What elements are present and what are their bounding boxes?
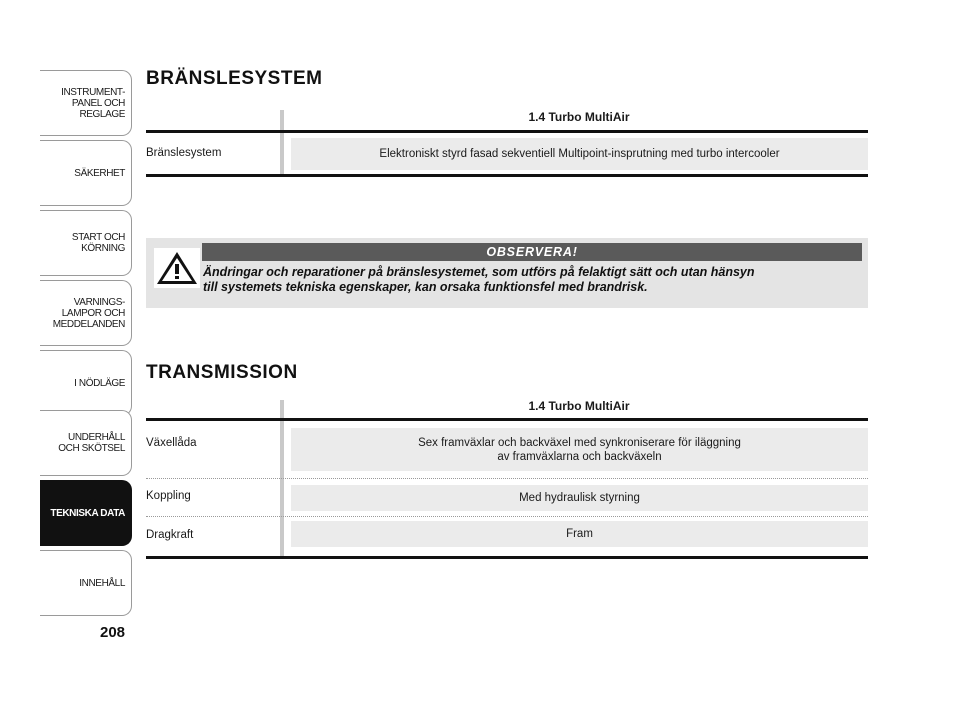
gearbox-row-value: Sex framväxlar och backväxel med synkroniserare för iläggning av framväxlarna och backväxeln bbox=[291, 428, 868, 471]
fuel-table-column-bar bbox=[280, 110, 284, 176]
warning-heading: OBSERVERA! bbox=[202, 243, 862, 261]
warning-text: Ändringar och reparationer på bränslesystemet, som utförs på felaktigt sätt och utan hänsyn till systemets tekniska egenskaper, kan orsaka funktionsfel med brandrisk. bbox=[203, 265, 755, 294]
fuel-row-value: Elektroniskt styrd fasad sekventiell Multipoint-insprutning med turbo intercooler bbox=[291, 138, 868, 170]
tab-i-nodlage[interactable]: I NÖDLÄGE bbox=[40, 350, 132, 416]
page-number: 208 bbox=[100, 624, 126, 641]
fuel-section-title: BRÄNSLESYSTEM bbox=[146, 68, 323, 89]
tab-instrumentpanel[interactable]: INSTRUMENT- PANEL OCH REGLAGE bbox=[40, 70, 132, 136]
fuel-table-bottom-rule bbox=[146, 174, 868, 177]
tab-sakerhet[interactable]: SÄKERHET bbox=[40, 140, 132, 206]
transmission-column-header: 1.4 Turbo MultiAir bbox=[528, 399, 630, 413]
transmission-table-top-rule bbox=[146, 418, 868, 421]
clutch-row-label: Koppling bbox=[146, 490, 191, 502]
fuel-column-header: 1.4 Turbo MultiAir bbox=[528, 110, 630, 124]
drive-row-value: Fram bbox=[291, 521, 868, 547]
fuel-table-top-rule bbox=[146, 130, 868, 133]
tab-innehall[interactable]: INNEHÅLL bbox=[40, 550, 132, 616]
row-separator bbox=[146, 478, 868, 479]
tab-underhall[interactable]: UNDERHÅLL OCH SKÖTSEL bbox=[40, 410, 132, 476]
clutch-row-value: Med hydraulisk styrning bbox=[291, 485, 868, 511]
tab-tekniska-data[interactable]: TEKNISKA DATA bbox=[40, 480, 132, 546]
transmission-table-bottom-rule bbox=[146, 556, 868, 559]
drive-row-label: Dragkraft bbox=[146, 529, 194, 541]
gearbox-row-label: Växellåda bbox=[146, 437, 197, 449]
tab-varningslampor[interactable]: VARNINGS- LAMPOR OCH MEDDELANDEN bbox=[40, 280, 132, 346]
transmission-section-title: TRANSMISSION bbox=[146, 362, 298, 383]
tab-start-och-korning[interactable]: START OCH KÖRNING bbox=[40, 210, 132, 276]
fuel-row-label: Bränslesystem bbox=[146, 147, 222, 159]
row-separator bbox=[146, 516, 868, 517]
warning-triangle-icon bbox=[154, 248, 200, 288]
transmission-table-column-bar bbox=[280, 400, 284, 558]
warning-box bbox=[146, 238, 868, 308]
